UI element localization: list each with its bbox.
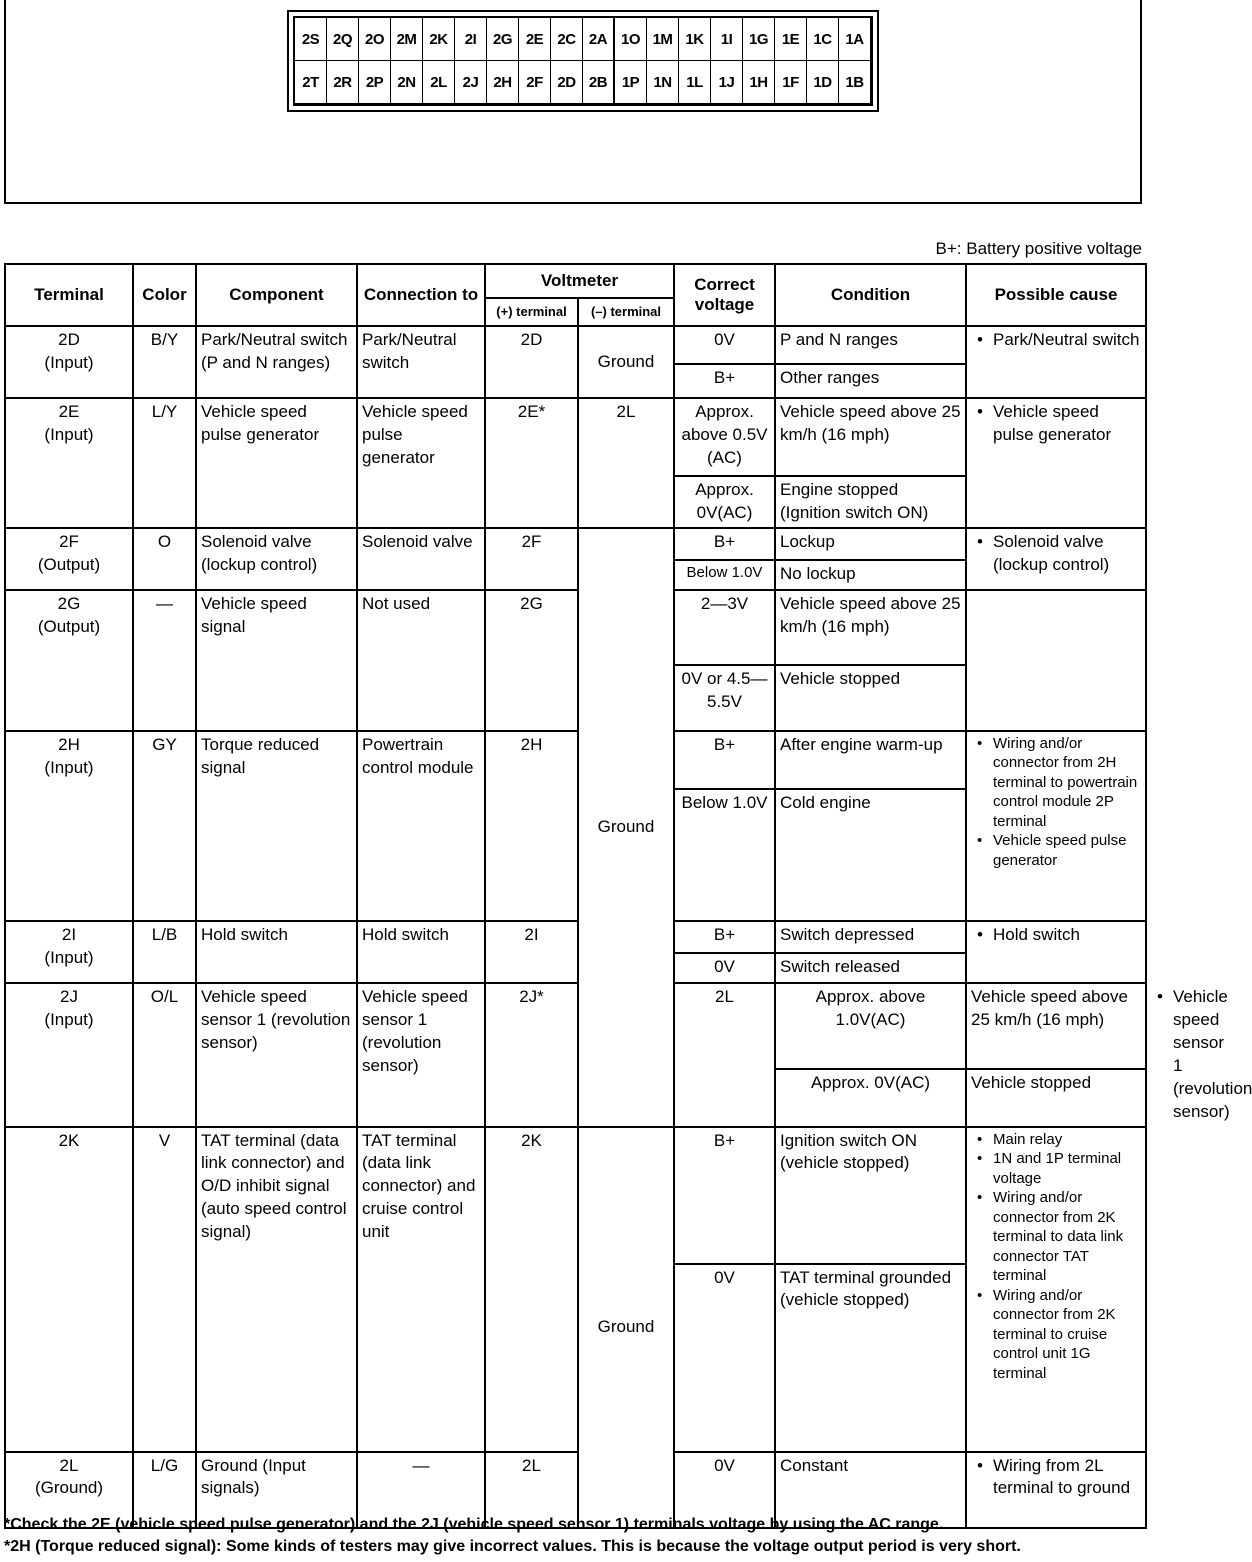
connector-pin: 2K bbox=[423, 18, 455, 61]
condition-cell: TAT terminal grounded (vehicle stopped) bbox=[775, 1264, 966, 1452]
connector-pin: 2M bbox=[391, 18, 423, 61]
voltage-cell: B+ bbox=[674, 1127, 775, 1264]
table-row bbox=[5, 528, 1146, 560]
connector-pin: 2D bbox=[551, 61, 583, 104]
connection-cell: Vehicle speed pulse generator bbox=[357, 398, 485, 528]
header-minus-terminal: (–) terminal bbox=[578, 298, 674, 326]
connector-pin: 1O bbox=[615, 18, 647, 61]
connector-pin: 2G bbox=[487, 18, 519, 61]
connector-pin: 2S bbox=[295, 18, 327, 61]
connector-pin: 2B bbox=[583, 61, 615, 104]
table-row bbox=[5, 590, 1146, 665]
condition-cell: Vehicle speed above 25 km/h (16 mph) bbox=[775, 590, 966, 665]
connector-pin: 1F bbox=[775, 61, 807, 104]
plus-terminal-cell: 2J* bbox=[485, 983, 578, 1127]
component-cell: Park/Neutral switch (P and N ranges) bbox=[196, 326, 357, 398]
condition-cell: Cold engine bbox=[775, 789, 966, 921]
color-cell: B/Y bbox=[133, 326, 196, 398]
terminal-voltage-table bbox=[4, 263, 1252, 1529]
cause-cell: • Main relay • 1N and 1P terminal voltage • Wiring and/or connector from 2K terminal to data link connector TAT terminal • Wiring and/or connector from 2K terminal to cruise control unit 1G terminal bbox=[966, 1127, 1146, 1452]
component-cell: Vehicle speed sensor 1 (revolution sensor) bbox=[196, 983, 357, 1127]
connection-cell: TAT terminal (data link connector) and cruise control unit bbox=[357, 1127, 485, 1452]
condition-cell: Ignition switch ON (vehicle stopped) bbox=[775, 1127, 966, 1264]
plus-terminal-cell: 2E* bbox=[485, 398, 578, 528]
condition-cell: Vehicle stopped bbox=[966, 1069, 1146, 1126]
table-row bbox=[5, 326, 1146, 364]
footnote-torque-signal: *2H (Torque reduced signal): Some kinds of testers may give incorrect values. This is because the voltage output period is very short. bbox=[4, 1538, 1021, 1556]
minus-terminal-cell: 2L bbox=[578, 398, 674, 528]
terminal-cell: 2L (Ground) bbox=[5, 1452, 133, 1528]
header-correct-voltage: Correct voltage bbox=[674, 264, 775, 326]
voltage-cell: 0V bbox=[674, 326, 775, 364]
color-cell: L/G bbox=[133, 1452, 196, 1528]
connector-pin: 2H bbox=[487, 61, 519, 104]
connection-cell: Solenoid valve bbox=[357, 528, 485, 590]
color-cell: L/B bbox=[133, 921, 196, 983]
footnotes bbox=[4, 1514, 1148, 1559]
connector-pin: 1E bbox=[775, 18, 807, 61]
connector-pin: 1L bbox=[679, 61, 711, 104]
cause-cell: • Solenoid valve (lockup control) bbox=[966, 528, 1146, 590]
terminal-cell: 2I (Input) bbox=[5, 921, 133, 983]
voltage-cell: 2—3V bbox=[674, 590, 775, 665]
plus-terminal-cell: 2L bbox=[485, 1452, 578, 1528]
connector-pin: 2T bbox=[295, 61, 327, 104]
header-color: Color bbox=[133, 264, 196, 326]
condition-cell: Constant bbox=[775, 1452, 966, 1528]
connector-pin: 1J bbox=[711, 61, 743, 104]
legend-note: B+: Battery positive voltage bbox=[935, 239, 1142, 258]
plus-terminal-cell: 2K bbox=[485, 1127, 578, 1452]
plus-terminal-cell: 2F bbox=[485, 528, 578, 590]
connector-pin: 2Q bbox=[327, 18, 359, 61]
terminal-cell: 2H (Input) bbox=[5, 731, 133, 921]
terminal-cell: 2D (Input) bbox=[5, 326, 133, 398]
voltage-cell: B+ bbox=[674, 528, 775, 560]
header-condition: Condition bbox=[775, 264, 966, 326]
table-row bbox=[5, 1127, 1146, 1264]
connection-cell: Vehicle speed sensor 1 (revolution sensor) bbox=[357, 983, 485, 1127]
connection-cell: Hold switch bbox=[357, 921, 485, 983]
header-possible-cause: Possible cause bbox=[966, 264, 1146, 326]
voltage-cell: Approx. above 0.5V (AC) bbox=[674, 398, 775, 476]
minus-terminal-cell: 2L bbox=[674, 983, 775, 1127]
condition-cell: Vehicle speed above 25 km/h (16 mph) bbox=[966, 983, 1146, 1069]
component-cell: Solenoid valve (lockup control) bbox=[196, 528, 357, 590]
header-plus-terminal: (+) terminal bbox=[485, 298, 578, 326]
plus-terminal-cell: 2G bbox=[485, 590, 578, 731]
voltage-cell: B+ bbox=[674, 921, 775, 953]
header-component: Component bbox=[196, 264, 357, 326]
color-cell: L/Y bbox=[133, 398, 196, 528]
voltage-cell: 0V bbox=[674, 953, 775, 983]
condition-cell: Vehicle stopped bbox=[775, 665, 966, 731]
cause-cell: • Wiring from 2L terminal to ground bbox=[966, 1452, 1146, 1528]
condition-cell: Other ranges bbox=[775, 364, 966, 398]
header-terminal: Terminal bbox=[5, 264, 133, 326]
terminal-cell: 2K bbox=[5, 1127, 133, 1452]
condition-cell: Lockup bbox=[775, 528, 966, 560]
connector-pin: 2A bbox=[583, 18, 615, 61]
cause-cell: • Park/Neutral switch bbox=[966, 326, 1146, 398]
voltage-cell: B+ bbox=[674, 731, 775, 789]
condition-cell: Engine stopped (Ignition switch ON) bbox=[775, 476, 966, 528]
terminal-cell: 2J (Input) bbox=[5, 983, 133, 1127]
voltage-cell: 0V or 4.5—5.5V bbox=[674, 665, 775, 731]
plus-terminal-cell: 2I bbox=[485, 921, 578, 983]
voltage-cell: 0V bbox=[674, 1452, 775, 1528]
connection-cell: — bbox=[357, 1452, 485, 1528]
connector-pin: 1H bbox=[743, 61, 775, 104]
connector-pin: 1P bbox=[615, 61, 647, 104]
connector-pin: 1C bbox=[807, 18, 839, 61]
cause-cell bbox=[966, 590, 1146, 731]
cause-cell: • Hold switch bbox=[966, 921, 1146, 983]
connector-pin: 2C bbox=[551, 18, 583, 61]
color-cell: — bbox=[133, 590, 196, 731]
table-row bbox=[5, 731, 1146, 789]
table-row bbox=[5, 398, 1146, 476]
connector-pin: 1N bbox=[647, 61, 679, 104]
component-cell: Torque reduced signal bbox=[196, 731, 357, 921]
connection-cell: Park/Neutral switch bbox=[357, 326, 485, 398]
header-voltmeter: Voltmeter bbox=[485, 264, 674, 298]
footnote-ac-range: *Check the 2E (vehicle speed pulse generator) and the 2J (vehicle speed sensor 1) terminals voltage by using the AC range. bbox=[4, 1516, 944, 1533]
component-cell: TAT terminal (data link connector) and O/D inhibit signal (auto speed control signal) bbox=[196, 1127, 357, 1452]
connector-pin: 2J bbox=[455, 61, 487, 104]
connector-pin: 2E bbox=[519, 18, 551, 61]
cause-cell: • Wiring and/or connector from 2H terminal to powertrain control module 2P terminal • Vehicle speed pulse generator bbox=[966, 731, 1146, 921]
condition-cell: Switch depressed bbox=[775, 921, 966, 953]
component-cell: Ground (Input signals) bbox=[196, 1452, 357, 1528]
connector-pin: 1D bbox=[807, 61, 839, 104]
plus-terminal-cell: 2D bbox=[485, 326, 578, 398]
minus-terminal-cell: Ground bbox=[578, 326, 674, 398]
connector-pin-grid bbox=[293, 16, 873, 106]
connector-pin: 2O bbox=[359, 18, 391, 61]
connector-pin: 2F bbox=[519, 61, 551, 104]
connector-pin: 2L bbox=[423, 61, 455, 104]
voltage-cell: Below 1.0V bbox=[674, 789, 775, 921]
minus-terminal-cell: Ground bbox=[578, 528, 674, 1127]
connector-pin: 1I bbox=[711, 18, 743, 61]
voltage-cell: Below 1.0V bbox=[674, 560, 775, 590]
connector-pin: 1M bbox=[647, 18, 679, 61]
terminal-cell: 2G (Output) bbox=[5, 590, 133, 731]
component-cell: Hold switch bbox=[196, 921, 357, 983]
terminal-cell: 2F (Output) bbox=[5, 528, 133, 590]
condition-cell: P and N ranges bbox=[775, 326, 966, 364]
condition-cell: After engine warm-up bbox=[775, 731, 966, 789]
connector-pin: 1G bbox=[743, 18, 775, 61]
cause-cell: • Vehicle speed pulse generator bbox=[966, 398, 1146, 528]
connector-pin: 2P bbox=[359, 61, 391, 104]
header-connection: Connection to bbox=[357, 264, 485, 326]
voltage-cell: B+ bbox=[674, 364, 775, 398]
connection-cell: Powertrain control module bbox=[357, 731, 485, 921]
table-row: 2J (Input) O/L Vehicle speed sensor 1 (revolution sensor) Vehicle speed sensor 1 (revolution sensor) 2J* 2L Approx. above 1.0V(AC) Vehicle speed above 25 km/h (16 mph) • Vehicle speed sensor 1 (revolution sensor) bbox=[5, 983, 1146, 1069]
condition-cell: Switch released bbox=[775, 953, 966, 983]
connector-diagram bbox=[287, 10, 879, 112]
component-cell: Vehicle speed signal bbox=[196, 590, 357, 731]
color-cell: GY bbox=[133, 731, 196, 921]
condition-cell: No lockup bbox=[775, 560, 966, 590]
connector-pin: 2R bbox=[327, 61, 359, 104]
condition-cell: Vehicle speed above 25 km/h (16 mph) bbox=[775, 398, 966, 476]
voltage-cell: Approx. above 1.0V(AC) bbox=[775, 983, 966, 1069]
voltage-cell: Approx. 0V(AC) bbox=[775, 1069, 966, 1126]
plus-terminal-cell: 2H bbox=[485, 731, 578, 921]
component-cell: Vehicle speed pulse generator bbox=[196, 398, 357, 528]
connector-pin: 2I bbox=[455, 18, 487, 61]
color-cell: V bbox=[133, 1127, 196, 1452]
terminal-cell: 2E (Input) bbox=[5, 398, 133, 528]
table-row bbox=[5, 921, 1146, 953]
color-cell: O/L bbox=[133, 983, 196, 1127]
minus-terminal-cell: Ground bbox=[578, 1127, 674, 1528]
color-cell: O bbox=[133, 528, 196, 590]
voltage-cell: 0V bbox=[674, 1264, 775, 1452]
connector-pin: 1K bbox=[679, 18, 711, 61]
connector-pin: 1B bbox=[839, 61, 871, 104]
connection-cell: Not used bbox=[357, 590, 485, 731]
connector-diagram-frame bbox=[4, 0, 1142, 204]
connector-pin: 2N bbox=[391, 61, 423, 104]
voltage-cell: Approx. 0V(AC) bbox=[674, 476, 775, 528]
connector-pin: 1A bbox=[839, 18, 871, 61]
